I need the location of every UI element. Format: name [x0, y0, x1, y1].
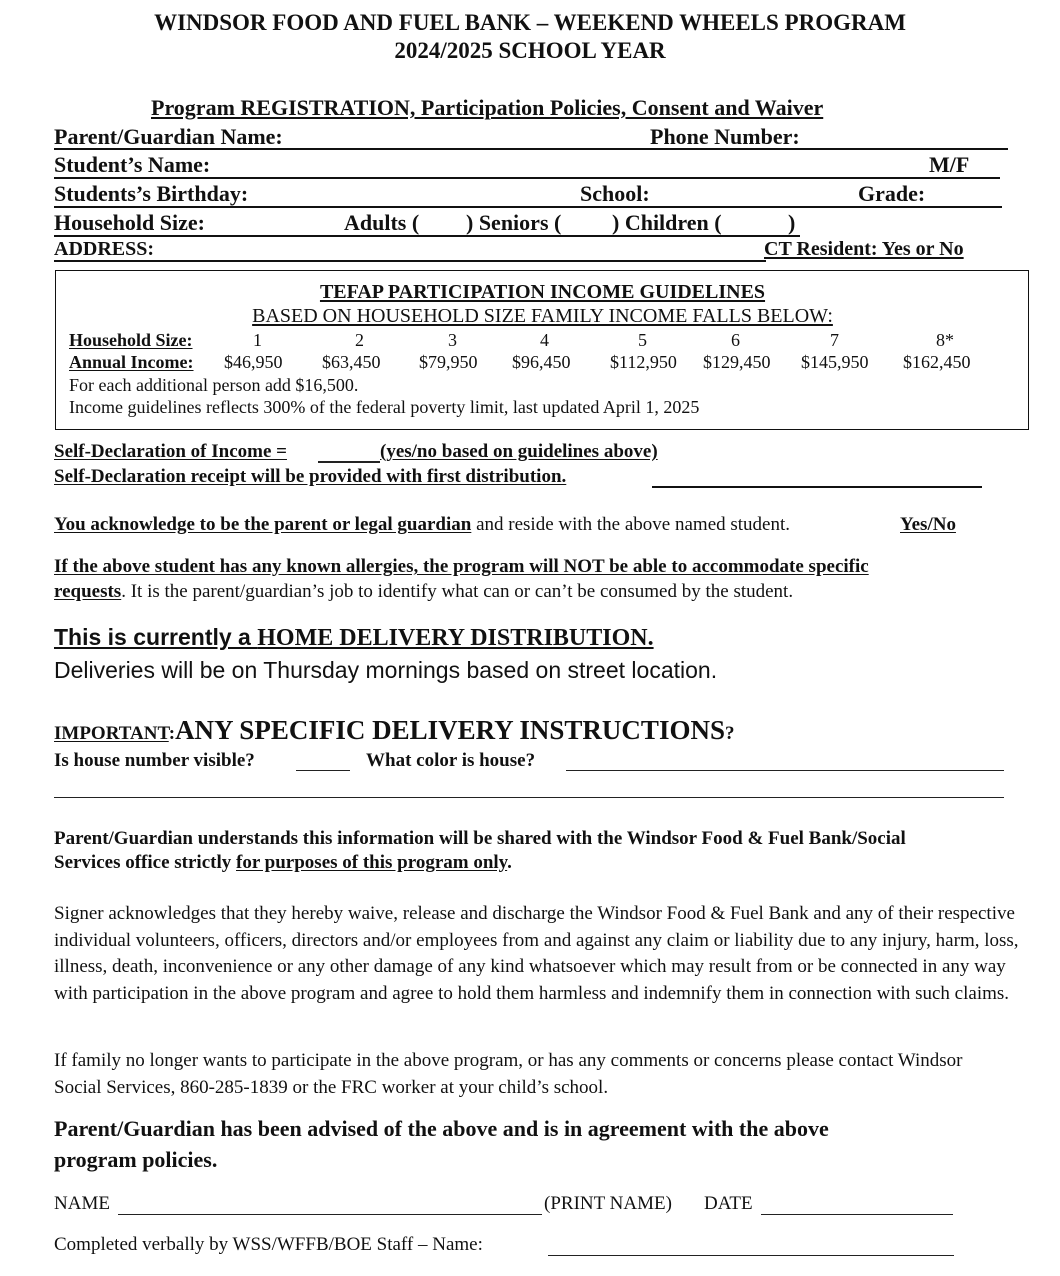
- parent-name-field[interactable]: [54, 148, 1008, 150]
- school-label: School:: [580, 181, 650, 206]
- annual-income-value: $145,950: [801, 352, 869, 372]
- birthday-field[interactable]: [54, 206, 1002, 208]
- staff-completed-label: Completed verbally by WSS/WFFB/BOE Staff – Name:: [54, 1234, 483, 1255]
- student-name-field[interactable]: [54, 177, 1000, 179]
- delivery-heading: [54, 624, 654, 652]
- print-name-label: (PRINT NAME): [544, 1193, 672, 1214]
- acknowledge-underlined: You acknowledge to be the parent or legal guardian: [54, 514, 472, 535]
- sharing-line2-b: for purposes of this program only: [236, 852, 508, 873]
- delivery-heading-a: This is currently a: [54, 624, 258, 650]
- name-field[interactable]: [118, 1214, 542, 1215]
- important-label: IMPORTANT: [54, 723, 169, 744]
- agreement-line2: program policies.: [54, 1147, 218, 1172]
- gender-label: M/F: [929, 152, 970, 177]
- house-number-label: Is house number visible?: [54, 750, 255, 771]
- phone-label: Phone Number:: [650, 124, 800, 149]
- sharing-line2-a: Services office strictly: [54, 852, 236, 873]
- delivery-heading-b: HOME DELIVERY DISTRIBUTION.: [257, 625, 654, 651]
- annual-income-value: $129,450: [703, 352, 771, 372]
- sharing-line2-c: .: [507, 852, 512, 873]
- date-field[interactable]: [761, 1214, 953, 1215]
- household-size-value: 3: [448, 330, 457, 350]
- additional-person-note: For each additional person add $16,500.: [69, 375, 359, 395]
- adults-label: Adults (: [344, 210, 420, 235]
- delivery-schedule: Deliveries will be on Thursday mornings based on street location.: [54, 657, 718, 683]
- tefap-heading: TEFAP PARTICIPATION INCOME GUIDELINES: [319, 281, 766, 303]
- instructions-qmark: ?: [724, 723, 735, 744]
- household-size-row-label: Household Size:: [69, 330, 193, 350]
- household-size-value: 1: [253, 330, 262, 350]
- receipt-note: Self-Declaration receipt will be provided with first distribution.: [54, 466, 567, 487]
- parent-name-label: Parent/Guardian Name:: [54, 124, 283, 149]
- household-size-field[interactable]: [54, 235, 800, 237]
- acknowledge-rest: and reside with the above named student.: [471, 514, 791, 535]
- annual-income-value: $112,950: [610, 352, 677, 372]
- delivery-instructions-field[interactable]: [54, 797, 1004, 798]
- ct-resident[interactable]: CT Resident: Yes or No: [764, 238, 964, 260]
- agreement-line1: Parent/Guardian has been advised of the above and is in agreement with the above: [54, 1116, 829, 1141]
- date-label: DATE: [704, 1193, 753, 1214]
- form-title: WINDSOR FOOD AND FUEL BANK – WEEKEND WHEELS PROGRAM: [154, 10, 906, 35]
- annual-income-value: $162,450: [903, 352, 971, 372]
- birthday-label: Students’s Birthday:: [54, 181, 249, 206]
- sharing-line1: Parent/Guardian understands this information will be shared with the Windsor Food & Fuel Bank/Social: [54, 828, 906, 849]
- instructions-heading: [54, 715, 734, 746]
- household-size-label: Household Size:: [54, 210, 205, 235]
- student-name-label: Student’s Name:: [54, 152, 211, 177]
- house-number-field[interactable]: [296, 770, 350, 771]
- allergies-responsibility: [54, 581, 793, 603]
- self-declaration-field[interactable]: [318, 461, 380, 463]
- guardian-acknowledgement: [54, 514, 790, 536]
- allergies-warning: If the above student has any known allergies, the program will NOT be able to accommodate specific: [54, 556, 869, 577]
- address-field[interactable]: [54, 260, 766, 262]
- grade-label: Grade:: [858, 181, 926, 206]
- annual-income-value: $46,950: [224, 352, 283, 372]
- requests-underlined: requests: [54, 581, 122, 602]
- sharing-line2: [54, 852, 512, 874]
- children-close: ): [788, 210, 796, 235]
- household-size-value: 4: [540, 330, 549, 350]
- tefap-subheading: BASED ON HOUSEHOLD SIZE FAMILY INCOME FALLS BELOW:: [252, 305, 833, 327]
- household-size-value: 6: [731, 330, 740, 350]
- annual-income-value: $63,450: [322, 352, 381, 372]
- contact-text: If family no longer wants to participate in the above program, or has any comments or concerns please contact Windsor Social Services, 860-285-1839 or the FRC worker at your child’s school.: [54, 1050, 963, 1098]
- staff-name-field[interactable]: [548, 1255, 954, 1256]
- form-subtitle: Program REGISTRATION, Participation Policies, Consent and Waiver: [151, 95, 824, 120]
- address-label: ADDRESS:: [54, 238, 155, 260]
- waiver-text: Signer acknowledges that they hereby waive, release and discharge the Windsor Food & Fuel Bank and any of their respective individual volunteers, officers, directors and/or employees from and against any claim or liability due to any injury, harm, loss, illness, death, inconvenience or any other damage of any kind whatsoever which may result from or be connected in any way with participation in the above program and agree to hold them harmless and indemnify them in connection with such claims.: [54, 903, 1019, 1004]
- instructions-title: ANY SPECIFIC DELIVERY INSTRUCTIONS: [175, 715, 725, 745]
- school-year: 2024/2025 SCHOOL YEAR: [394, 38, 666, 63]
- important-colon: :: [168, 723, 176, 744]
- self-declaration-hint: (yes/no based on guidelines above): [380, 441, 658, 462]
- household-size-value: 8*: [936, 330, 954, 350]
- house-color-field[interactable]: [566, 770, 1004, 771]
- self-declaration-label: Self-Declaration of Income =: [54, 441, 287, 462]
- annual-income-row-label: Annual Income:: [69, 352, 194, 372]
- annual-income-value: $79,950: [419, 352, 478, 372]
- acknowledge-yes-no[interactable]: Yes/No: [900, 514, 956, 535]
- poverty-limit-note: Income guidelines reflects 300% of the federal poverty limit, last updated April 1, 2025: [69, 397, 700, 417]
- children-label: ) Children (: [612, 210, 722, 235]
- annual-income-value: $96,450: [512, 352, 571, 372]
- receipt-signature-field[interactable]: [652, 486, 982, 488]
- allergies-rest: . It is the parent/guardian’s job to identify what can or can’t be consumed by the student.: [121, 581, 794, 602]
- house-color-label: What color is house?: [366, 750, 536, 771]
- household-size-value: 7: [830, 330, 839, 350]
- name-label: NAME: [54, 1193, 110, 1214]
- seniors-label: ) Seniors (: [466, 210, 562, 235]
- household-size-value: 5: [638, 330, 647, 350]
- household-size-value: 2: [355, 330, 364, 350]
